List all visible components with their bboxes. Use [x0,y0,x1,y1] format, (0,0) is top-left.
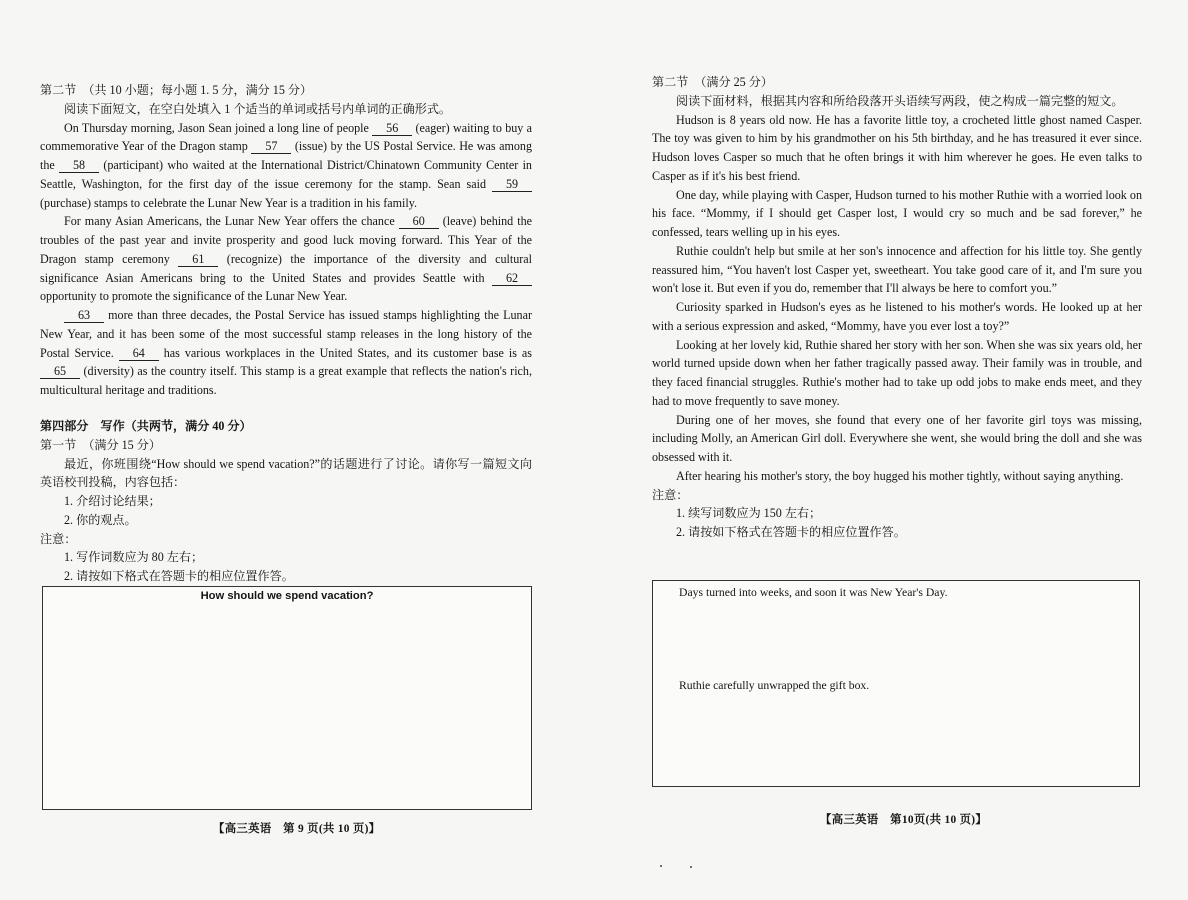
section-instruction: 阅读下面短文，在空白处填入 1 个适当的单词或括号内单词的正确形式。 [64,101,452,116]
paragraph-opener-2: Ruthie carefully unwrapped the gift box. [679,679,870,692]
continuation-section [652,73,1142,542]
notes-label: 注意： [40,531,77,546]
passage-text: has various workplaces in the United States, and its customer base is as [158,345,532,360]
passage-text: opportunity to promote the significance of the Lunar New Year. [40,289,348,304]
right-page [652,0,1142,900]
passage-paragraph-3 [40,306,532,400]
continuation-answer-box[interactable] [652,580,1140,787]
grammar-section [40,81,532,400]
passage-text: (recognize) the importance of the diversity and cultural significance Asian Americans bring to the United States and provides Seattle with [40,251,533,285]
section-title: 第一节 （满分 15 分） [40,437,161,452]
paragraph-opener-1: Days turned into weeks, and soon it was New Year's Day. [679,586,948,599]
story-paragraph: After hearing his mother's story, the boy hugged his mother tightly, without saying anything. [676,468,1124,483]
page-footer: 【高三英语 第10页(共 10 页)】 [820,814,988,826]
part-title [40,417,532,436]
blank-64[interactable]: 64 [119,347,159,361]
blank-57[interactable]: 57 [251,140,291,154]
blank-61[interactable]: 61 [178,253,218,267]
scan-speck [660,865,662,867]
note-item: 1. 续写词数应为 150 左右； [676,506,822,521]
left-page [40,0,532,900]
passage-text: On Thursday morning, Jason Sean joined a long line of people [64,120,373,135]
section-title: 第二节 （满分 25 分） [652,75,773,89]
story-paragraph: One day, while playing with Casper, Hudson turned to his mother Ruthie with a worried look on his face. “Mommy, if I should get Casper lost, I would cry so much and be sad forever,” he confessed, tears welling up in his eyes. [652,187,1142,239]
blank-58[interactable]: 58 [59,159,99,173]
requirement-item: 1. 介绍讨论结果； [64,494,161,508]
writing-part [40,417,532,586]
scan-speck [690,866,692,868]
passage-paragraph-2 [40,212,532,306]
answer-box-title: How should we spend vacation? [200,590,374,602]
page-footer: 【高三英语 第 9 页(共 10 页)】 [213,823,381,835]
passage-text: (purchase) stamps to celebrate the Lunar New Year is a tradition in his family. [40,195,418,210]
blank-59[interactable]: 59 [492,178,532,192]
note-item: 2. 请按如下格式在答题卡的相应位置作答。 [676,525,906,539]
passage-text: (diversity) as the country itself. This stamp is a great example that reflects the nation's rich, multicultural heritage and traditions. [40,364,532,397]
section-instruction: 阅读下面材料，根据其内容和所给段落开头语续写两段，使之构成一篇完整的短文。 [676,93,1124,108]
story-paragraph: During one of her moves, she found that every one of her favorite girl toys was missing, including Molly, an American Girl doll. Everywhere she went, she would bring the doll and she was obsessed with it. [652,412,1142,464]
story-paragraph: Curiosity sparked in Hudson's eyes as he listened to his mother's words. He looked up at her with a serious expression and asked, “Mommy, have you ever lost a toy?” [652,300,1142,333]
writing-answer-box[interactable] [42,586,532,810]
part-title-text: 第四部分 写作（共两节，满分 40 分） [40,419,252,433]
passage-text: more than three decades, the Postal Service has issued stamps highlighting the Lunar New Year, and it has been some of the most successful stamp releases in the long history of the Postal Service. [40,308,532,360]
passage-text: (participant) who waited at the International District/Chinatown Community Center in Seattle, Washington, for the first day of the issue ceremony for the stamp. Sean said [40,158,532,191]
note-item: 1. 写作词数应为 80 左右； [64,550,204,565]
section-title: 第二节 （共 10 小题；每小题 1. 5 分，满分 15 分） [40,83,313,97]
blank-63[interactable]: 63 [64,309,104,323]
blank-65[interactable]: 65 [40,365,80,379]
story-paragraph: Hudson is 8 years old now. He has a favorite little toy, a crocheted little ghost named Casper. The toy was given to him by his grandmother on his 5th birthday, and he has treasured it ever since. Hudson loves Casper so much that he often brings it with him wherever he goes. He even talks to Casper as if it's his best friend. [652,112,1142,183]
passage-text: For many Asian Americans, the Lunar New Year offers the chance [64,214,399,229]
passage-text: (issue) by the US Postal Service. He was among the [40,139,532,172]
passage-text: (leave) behind the troubles of the past year and invite prosperity and good luck moving forward. This Year of the Dragon stamp ceremony [40,214,532,266]
story-paragraph: Ruthie couldn't help but smile at her son's innocence and affection for his little toy. She gently reassured him, “You haven't lost Casper yet, sweetheart. You take good care of it, and I'm sure you won't lose it. But even if you do, remember that I'll always be here to comfort you.” [652,243,1142,296]
requirement-item: 2. 你的观点。 [64,512,137,527]
passage-paragraph-1 [40,119,532,213]
note-item: 2. 请按如下格式在答题卡的相应位置作答。 [64,569,294,583]
writing-instruction: 最近，你班围绕“How should we spend vacation?”的话题进行了讨论。请你写一篇短文向英语校刊投稿，内容包括： [40,456,532,490]
passage-text: (eager) waiting to buy a commemorative Year of the Dragon stamp [40,120,532,154]
story-paragraph: Looking at her lovely kid, Ruthie shared her story with her son. When she was six years old, her world turned upside down when her father tragically passed away. Their family was in trouble, and they faced financial struggles. Ruthie's mother had to take up odd jobs to make ends meet, and they had to move frequently to save money. [652,337,1142,408]
blank-60[interactable]: 60 [399,215,439,229]
blank-62[interactable]: 62 [492,272,532,286]
notes-label: 注意： [652,487,689,502]
blank-56[interactable]: 56 [372,122,412,136]
